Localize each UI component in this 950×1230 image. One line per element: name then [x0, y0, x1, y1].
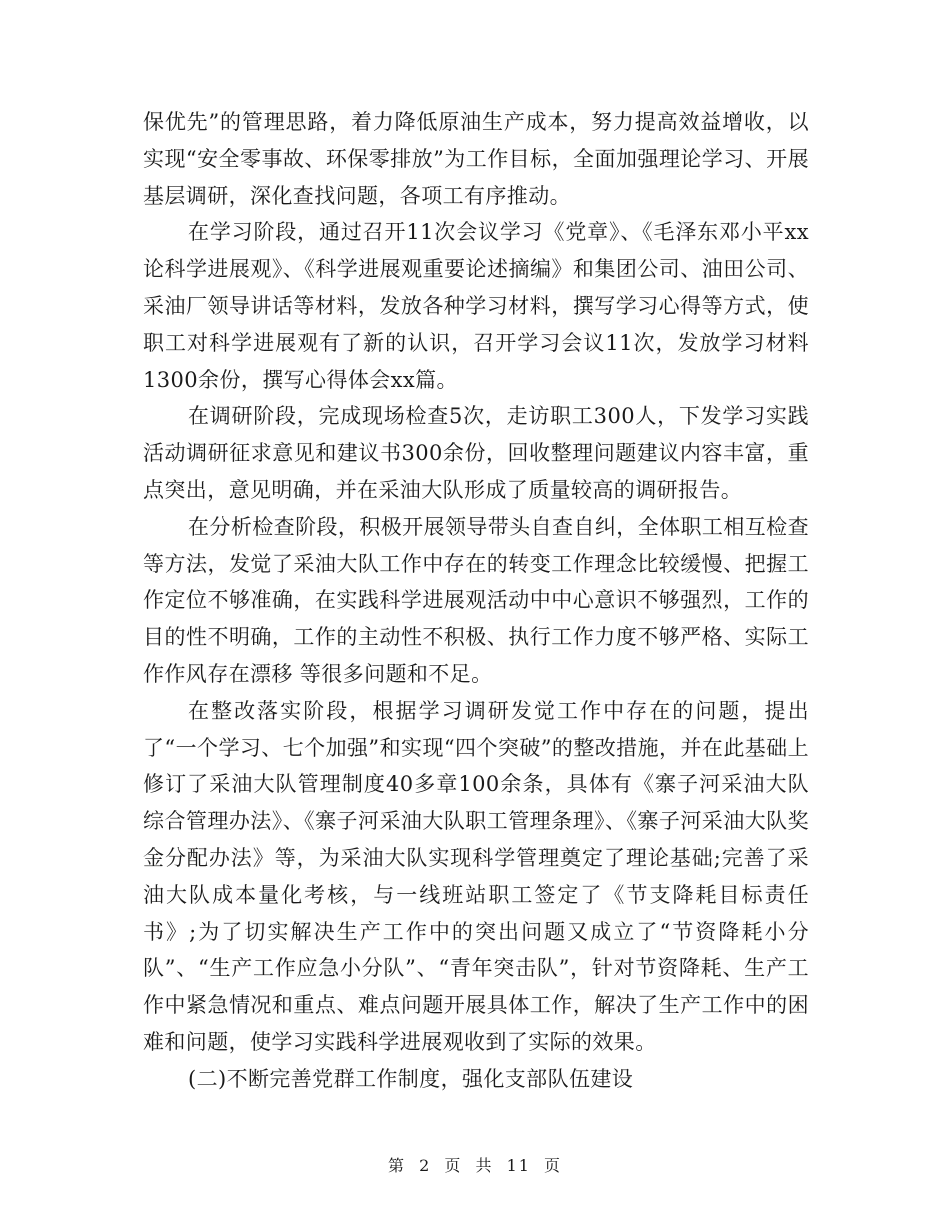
footer-page-prefix: 第: [387, 1156, 406, 1175]
footer-total-suffix: 页: [544, 1156, 563, 1175]
paragraph-analysis-stage: 在分析检查阶段，积极开展领导带头自查自纠，全体职工相互检查等方法，发觉了采油大队工作中存在的转变工作理念比较缓慢、把握工作定位不够准确，在实践科学进展观活动中中心意识不够强烈，工作的目的性不明确，工作的主动性不积极、执行工作力度不够严格、实际工作作风存在漂移 等很多问题和不足。: [143, 514, 809, 686]
footer-page-number: 2: [419, 1156, 432, 1175]
paragraph-study-stage: 在学习阶段，通过召开11次会议学习《党章》、《毛泽东邓小平xx论科学进展观》、《科学进展观重要论述摘编》和集团公司、油田公司、采油厂领导讲话等材料，发放各种学习材料，撰写学习心得等方式，使职工对科学进展观有了新的认识，召开学习会议11次，发放学习材料1300余份，撰写心得体会xx篇。: [143, 220, 809, 392]
paragraph-research-stage: 在调研阶段，完成现场检查5次，走访职工300人，下发学习实践活动调研征求意见和建议书300余份，回收整理问题建议内容丰富，重点突出，意见明确，并在采油大队形成了质量较高的调研报告。: [143, 404, 809, 502]
paragraph-intro: 保优先”的管理思路，着力降低原油生产成本，努力提高效益增收，以实现“安全零事故、环保零排放”为工作目标，全面加强理论学习、开展基层调研，深化查找问题，各项工有序推动。: [143, 110, 809, 208]
page-footer: [0, 1153, 950, 1176]
footer-total-prefix: 共: [475, 1156, 494, 1175]
document-body: [143, 104, 809, 1098]
paragraph-rectification-stage: 在整改落实阶段，根据学习调研发觉工作中存在的问题，提出了“一个学习、七个加强”和实现“四个突破”的整改措施，并在此基础上修订了采油大队管理制度40多章100余条，具体有《寨子河采油大队综合管理办法》、《寨子河采油大队职工管理条理》、《寨子河采油大队奖金分配办法》等，为采油大队实现科学管理奠定了理论基础;完善了采油大队成本量化考核，与一线班站职工签定了《节支降耗目标责任书》;为了切实解决生产工作中的突出问题又成立了“节资降耗小分队”、“生产工作应急小分队”、“青年突击队”，针对节资降耗、生产工作中紧急情况和重点、难点问题开展具体工作，解决了生产工作中的困难和问题，使学习实践科学进展观收到了实际的效果。: [143, 698, 809, 1054]
footer-page-mid: 页: [444, 1156, 463, 1175]
section-heading: (二)不断完善党群工作制度，强化支部队伍建设: [188, 1066, 634, 1091]
footer-total-pages: 11: [506, 1156, 531, 1175]
